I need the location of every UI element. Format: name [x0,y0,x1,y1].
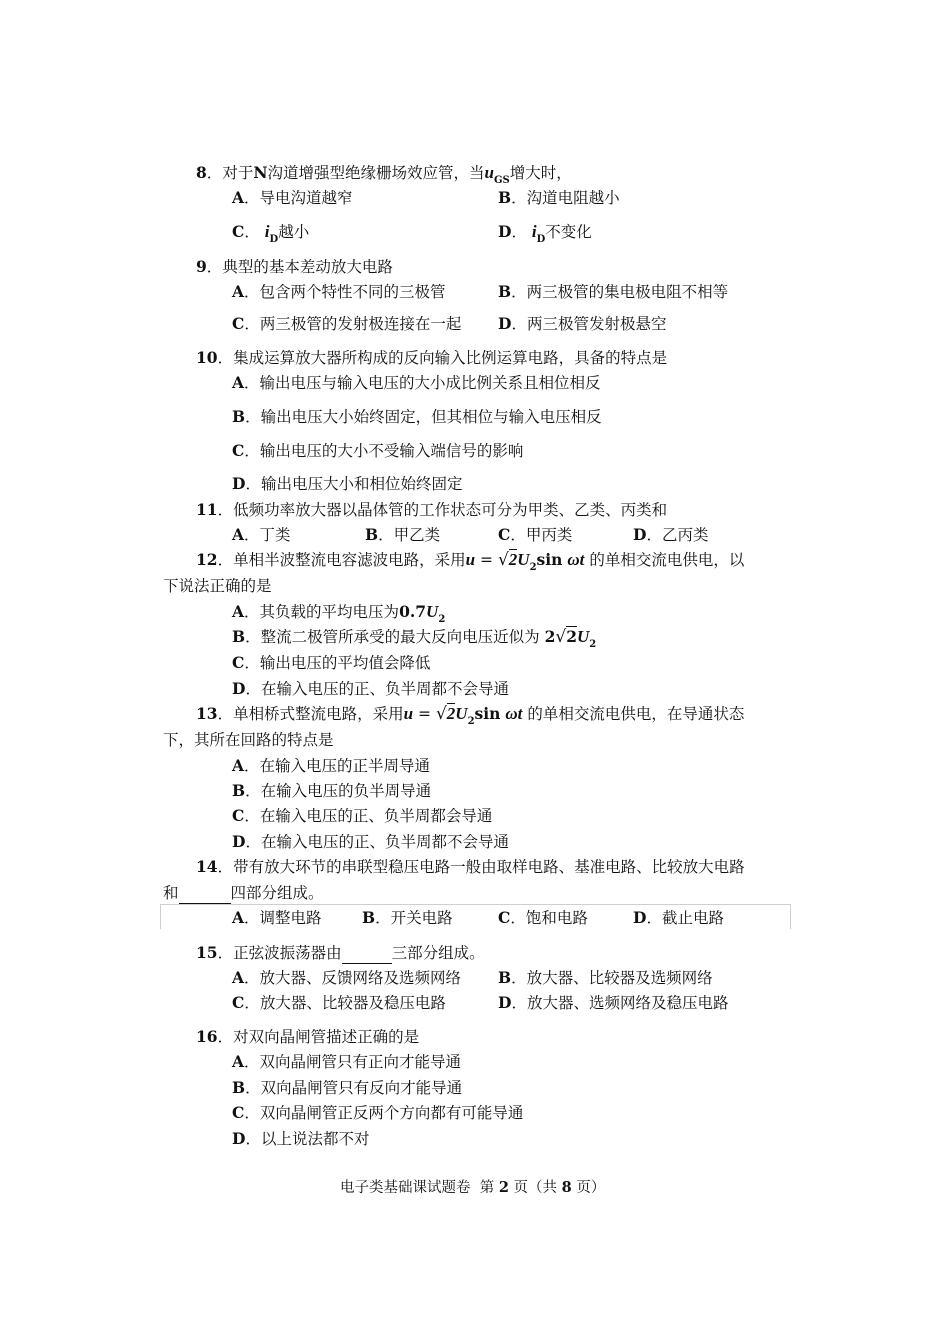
symbol-u: u [484,163,494,182]
q9-option-b: B．两三极管的集电极电阻不相等 [498,282,729,301]
page-total: 8 [561,1179,572,1196]
q10-option-c: C．输出电压的大小不受输入端信号的影响 [232,441,524,460]
q14-option-b: B．开关电路 [362,908,453,927]
q12-stem-line2: 下说法正确的是 [163,577,272,595]
q11-option-c: C．甲丙类 [498,525,573,544]
q11-number: 11 [196,500,218,519]
q14-stem-line2: 和 四部分组成。 [163,884,324,902]
answer-blank [342,943,392,964]
sqrt-icon: √ [555,627,567,647]
q16-option-b: B．双向晶闸管只有反向才能导通 [232,1078,463,1097]
q13-option-a: A．在输入电压的正半周导通 [232,756,431,775]
q12-option-c: C．输出电压的平均值会降低 [232,653,431,672]
q8-option-b: B．沟道电阻越小 [498,188,620,207]
answer-blank [179,883,231,904]
q12-option-b: B．整流二极管所承受的最大反向电压近似为 $2√2U_2$ [232,627,597,650]
q16-option-d: D．以上说法都不对 [232,1129,370,1148]
q12-option-a: A．其负载的平均电压为$0.7U_2$ [232,602,446,625]
q14-number: 14 [196,857,218,876]
q10-option-b: B．输出电压大小始终固定，但其相位与输入电压相反 [232,407,602,426]
q12-option-d: D．在输入电压的正、负半周都不会导通 [232,679,509,698]
q13-option-d: D．在输入电压的正、负半周都不会导通 [232,832,509,851]
q16-number: 16 [196,1027,218,1046]
q15-number: 15 [196,943,218,962]
q12-number: 12 [196,550,218,569]
q9-option-a: A．包含两个特性不同的三极管 [232,282,446,301]
q9-stem: 9．典型的基本差动放大电路 [196,257,393,276]
q8-stem: 8．对于N沟道增强型绝缘栅场效应管，当$u_{GS}$增大时， [196,163,572,186]
q10-option-d: D．输出电压大小和相位始终固定 [232,474,463,493]
q11-option-d: D．乙丙类 [633,525,709,544]
q10-option-a: A．输出电压与输入电压的大小成比例关系且相位相反 [232,373,601,392]
q14-option-a: A．调整电路 [232,908,322,927]
q8-option-c: C． $i_D$越小 [232,222,310,245]
q16-option-c: C．双向晶闸管正反两个方向都有可能导通 [232,1103,524,1122]
q13-number: 13 [196,704,218,723]
q15-option-a: A．放大器、反馈网络及选频网络 [232,968,462,987]
q12-stem: 12．单相半波整流电容滤波电路，采用$u = √2U_2\sin$ ωt 的单相交流电供电，以 [196,550,745,573]
q13-stem: 13．单相桥式整流电路，采用$u = √2U_2\sin$ ωt 的单相交流电供电，在导通状态 [196,704,745,727]
q11-option-a: A．丁类 [232,525,291,544]
q16-stem: 16．对双向晶闸管描述正确的是 [196,1027,420,1046]
q10-stem: 10．集成运算放大器所构成的反向输入比例运算电路，具备的特点是 [196,348,668,367]
q13-option-b: B．在输入电压的负半周导通 [232,781,432,800]
q9-option-c: C．两三极管的发射极连接在一起 [232,314,462,333]
q11-stem: 11．低频功率放大器以晶体管的工作状态可分为甲类、乙类、丙类和 [196,500,668,519]
q15-option-c: C．放大器、比较器及稳压电路 [232,993,446,1012]
q10-number: 10 [196,348,218,367]
q11-option-b: B．甲乙类 [365,525,441,544]
q14-option-d: D．截止电路 [633,908,724,927]
q9-number: 9 [196,257,207,276]
q13-stem-line2: 下，其所在回路的特点是 [163,731,334,749]
q16-option-a: A．双向晶闸管只有正向才能导通 [232,1052,462,1071]
page-footer: 电子类基础课试题卷 第 2 页（共 8 页） [340,1179,606,1196]
sqrt-icon: √ [435,704,447,724]
q13-option-c: C．在输入电压的正、负半周都会导通 [232,806,493,825]
q9-option-d: D．两三极管发射极悬空 [498,314,667,333]
q14-option-c: C．饱和电路 [498,908,588,927]
q8-number: 8 [196,163,207,182]
q8-option-d: D． $i_D$不变化 [498,222,592,245]
page-number: 2 [498,1179,509,1196]
q14-stem: 14．带有放大环节的串联型稳压电路一般由取样电路、基准电路、比较放大电路 [196,857,745,876]
sqrt-icon: √ [497,550,509,570]
q15-option-b: B．放大器、比较器及选频网络 [498,968,713,987]
q15-option-d: D．放大器、选频网络及稳压电路 [498,993,729,1012]
q8-option-a: A．导电沟道越窄 [232,188,353,207]
q15-stem: 15．正弦波振荡器由 三部分组成。 [196,943,485,962]
